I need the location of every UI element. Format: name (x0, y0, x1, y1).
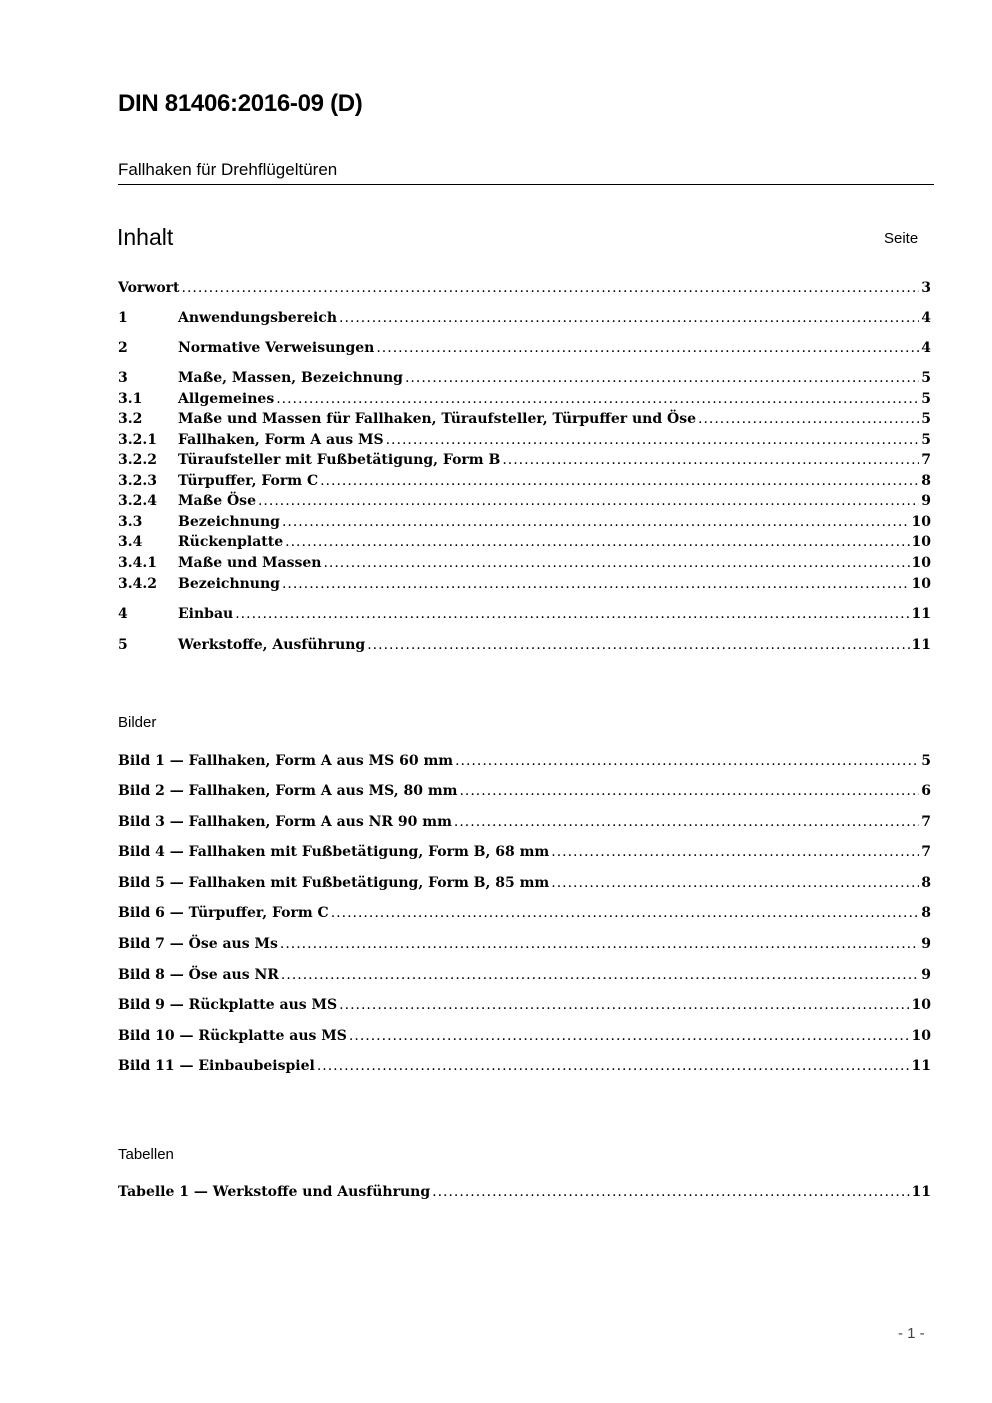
toc-entry[interactable] (118, 411, 931, 431)
toc-entry-title: Maße Öse (178, 493, 256, 509)
toc-entry-page: 10 (911, 555, 931, 571)
toc-entry-title: Anwendungsbereich (178, 310, 337, 326)
figure-entry[interactable] (118, 997, 931, 1017)
table-entry-title: Tabelle 1 — Werkstoffe und Ausführung (118, 1184, 431, 1200)
dot-leader (339, 997, 909, 1013)
toc-entry[interactable] (118, 534, 931, 554)
figure-entry-title: Bild 11 — Einbaubeispiel (118, 1058, 315, 1074)
document-title: DIN 81406:2016-09 (D) (118, 90, 363, 117)
toc-entry[interactable] (118, 514, 931, 534)
figure-entry-page: 7 (921, 814, 931, 830)
toc-entry[interactable] (118, 473, 931, 493)
toc-entry-page: 5 (921, 432, 931, 448)
toc-entry-page: 5 (921, 411, 931, 427)
dot-leader (386, 432, 920, 448)
dot-leader (367, 637, 909, 653)
toc-entry[interactable] (118, 280, 931, 300)
dot-leader (432, 1184, 909, 1200)
figure-entry-title: Bild 2 — Fallhaken, Form A aus MS, 80 mm (118, 783, 458, 799)
toc-entry-number: 3.4 (118, 534, 143, 550)
figure-entry-title: Bild 5 — Fallhaken mit Fußbetätigung, Form B, 85 mm (118, 875, 550, 891)
dot-leader (285, 534, 909, 550)
figure-entry[interactable] (118, 783, 931, 803)
figure-entry-title: Bild 7 — Öse aus Ms (118, 936, 278, 952)
toc-entry-title: Werkstoffe, Ausführung (178, 637, 366, 653)
dot-leader (282, 576, 910, 592)
page-column-label: Seite (884, 230, 919, 247)
toc-entry-page: 8 (921, 473, 931, 489)
dot-leader (551, 875, 919, 891)
figure-entry-title: Bild 6 — Türpuffer, Form C (118, 905, 329, 921)
toc-entry[interactable] (118, 555, 931, 575)
toc-entry-title: Allgemeines (178, 391, 275, 407)
figure-entry-page: 5 (921, 753, 931, 769)
toc-entry-number: 3.2.4 (118, 493, 157, 509)
figure-entry[interactable] (118, 1058, 931, 1078)
dot-leader (280, 936, 919, 952)
toc-entry[interactable] (118, 370, 931, 390)
toc-entry-number: 4 (118, 606, 128, 622)
figure-entry[interactable] (118, 753, 931, 773)
dot-leader (459, 783, 919, 799)
toc-entry-page: 5 (921, 370, 931, 386)
toc-entry[interactable] (118, 452, 931, 472)
toc-entry[interactable] (118, 310, 931, 330)
contents-heading: Inhalt (117, 224, 174, 250)
toc-entry-title: Bezeichnung (178, 514, 280, 530)
dot-leader (339, 310, 919, 326)
toc-entry[interactable] (118, 391, 931, 411)
dot-leader (317, 1058, 910, 1074)
dot-leader (281, 967, 919, 983)
toc-entry-number: 3.2.3 (118, 473, 157, 489)
figure-entry-title: Bild 9 — Rückplatte aus MS (118, 997, 338, 1013)
toc-entry-number: 3.2.2 (118, 452, 157, 468)
toc-entry-number: 3.2 (118, 411, 143, 427)
figure-entry-title: Bild 1 — Fallhaken, Form A aus MS 60 mm (118, 753, 454, 769)
dot-leader (235, 606, 909, 622)
dot-leader (323, 555, 909, 571)
figure-entry-page: 6 (921, 783, 931, 799)
dot-leader (276, 391, 919, 407)
toc-entry-title: Einbau (178, 606, 234, 622)
dot-leader (698, 411, 919, 427)
toc-entry-number: 3.4.2 (118, 576, 157, 592)
table-entry[interactable] (118, 1184, 931, 1204)
figure-entry-page: 7 (921, 844, 931, 860)
dot-leader (551, 844, 919, 860)
toc-entry-number: 3 (118, 370, 128, 386)
toc-entry-page: 11 (911, 606, 931, 622)
toc-entry-page: 4 (921, 310, 931, 326)
toc-entry-title: Rückenplatte (178, 534, 284, 550)
dot-leader (320, 473, 919, 489)
toc-entry-title: Vorwort (118, 280, 180, 296)
toc-entry-title: Türpuffer, Form C (178, 473, 319, 489)
toc-entry-title: Maße und Massen (178, 555, 322, 571)
toc-entry-page: 10 (911, 514, 931, 530)
toc-entry-number: 3.3 (118, 514, 143, 530)
document-subtitle: Fallhaken für Drehflügeltüren (118, 160, 934, 185)
tables-heading: Tabellen (118, 1146, 174, 1163)
figure-entry-page: 11 (911, 1058, 931, 1074)
toc-entry-page: 10 (911, 576, 931, 592)
figure-entry[interactable] (118, 905, 931, 925)
figure-entry-title: Bild 10 — Rückplatte aus MS (118, 1028, 347, 1044)
toc-entry[interactable] (118, 432, 931, 452)
figures-heading: Bilder (118, 714, 157, 731)
toc-entry[interactable] (118, 340, 931, 360)
dot-leader (454, 814, 919, 830)
figure-entry-page: 10 (911, 1028, 931, 1044)
page-number: - 1 - (898, 1325, 925, 1342)
toc-entry-page: 11 (911, 637, 931, 653)
dot-leader (182, 280, 920, 296)
toc-entry-page: 9 (921, 493, 931, 509)
figure-entry[interactable] (118, 875, 931, 895)
toc-entry-title: Normative Verweisungen (178, 340, 375, 356)
dot-leader (376, 340, 919, 356)
toc-entry-title: Fallhaken, Form A aus MS (178, 432, 384, 448)
dot-leader (349, 1028, 910, 1044)
toc-entry-page: 4 (921, 340, 931, 356)
figure-entry-page: 10 (911, 997, 931, 1013)
toc-entry[interactable] (118, 576, 931, 596)
toc-entry-number: 3.1 (118, 391, 143, 407)
dot-leader (405, 370, 919, 386)
toc-entry[interactable] (118, 493, 931, 513)
figure-entry-title: Bild 4 — Fallhaken mit Fußbetätigung, Form B, 68 mm (118, 844, 550, 860)
toc-entry-page: 3 (921, 280, 931, 296)
dot-leader (455, 753, 919, 769)
dot-leader (502, 452, 919, 468)
toc-entry-page: 7 (921, 452, 931, 468)
toc-entry-number: 1 (118, 310, 128, 326)
figure-entry-title: Bild 3 — Fallhaken, Form A aus NR 90 mm (118, 814, 452, 830)
toc-entry-number: 5 (118, 637, 128, 653)
figure-entry-page: 9 (921, 936, 931, 952)
table-entry-page: 11 (911, 1184, 931, 1200)
toc-entry-title: Maße, Massen, Bezeichnung (178, 370, 403, 386)
figure-entry[interactable] (118, 1028, 931, 1048)
figure-entry-page: 8 (921, 905, 931, 921)
toc-entry-title: Bezeichnung (178, 576, 280, 592)
toc-entry[interactable] (118, 637, 931, 657)
figure-entry[interactable] (118, 814, 931, 834)
figure-entry[interactable] (118, 936, 931, 956)
toc-entry-number: 2 (118, 340, 128, 356)
toc-entry-page: 5 (921, 391, 931, 407)
toc-entry-title: Türaufsteller mit Fußbetätigung, Form B (178, 452, 501, 468)
toc-entry-number: 3.2.1 (118, 432, 157, 448)
figure-entry[interactable] (118, 844, 931, 864)
figure-entry[interactable] (118, 967, 931, 987)
toc-entry-page: 10 (911, 534, 931, 550)
figure-entry-page: 9 (921, 967, 931, 983)
dot-leader (282, 514, 910, 530)
dot-leader (258, 493, 919, 509)
figure-entry-page: 8 (921, 875, 931, 891)
dot-leader (331, 905, 920, 921)
toc-entry-title: Maße und Massen für Fallhaken, Türaufsteller, Türpuffer und Öse (178, 411, 696, 427)
toc-entry-number: 3.4.1 (118, 555, 157, 571)
figure-entry-title: Bild 8 — Öse aus NR (118, 967, 279, 983)
toc-entry[interactable] (118, 606, 931, 626)
